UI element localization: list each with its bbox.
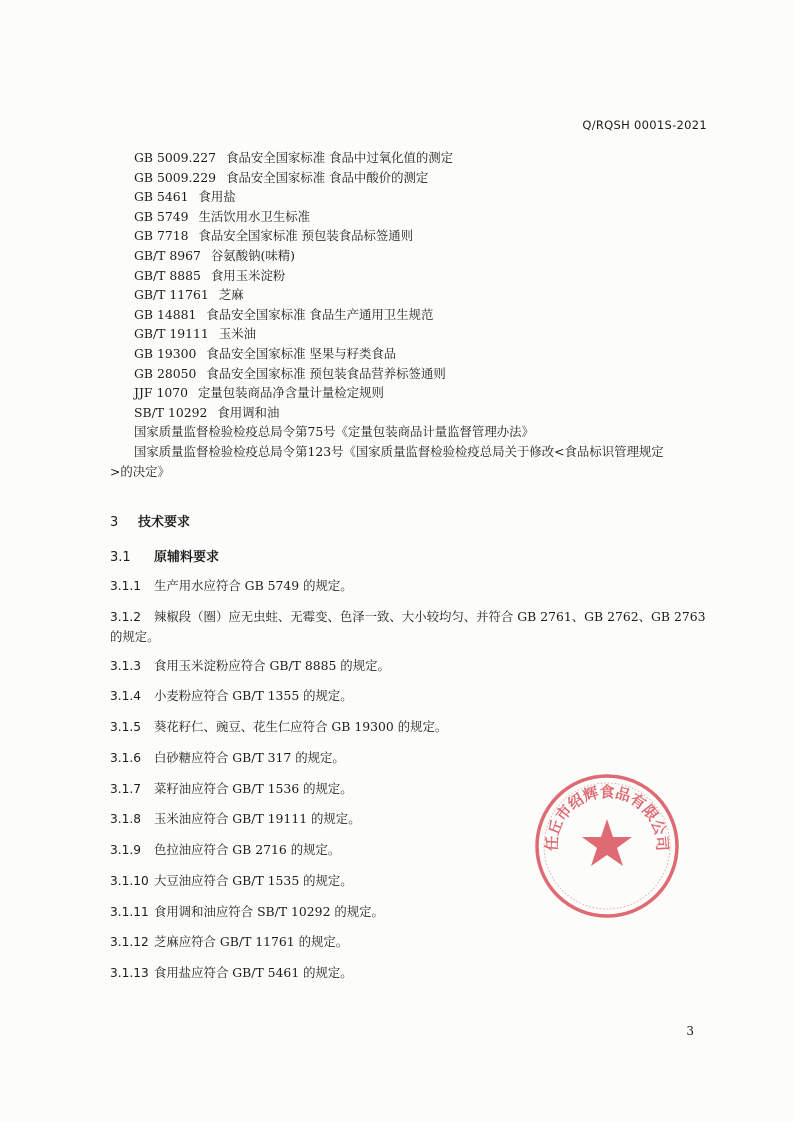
clause-number: 3.1.3 (110, 659, 142, 673)
clause-number: 3.1.2 (110, 610, 142, 624)
clause-text: 葵花籽仁、豌豆、花生仁应符合 GB 19300 的规定。 (154, 719, 448, 734)
reference-item (134, 226, 714, 246)
reference-title: 食品安全国家标准 预包装食品标签通则 (198, 228, 414, 244)
reference-code: GB 7718 (134, 228, 189, 244)
reference-title: 定量包装商品净含量计量检定规则 (198, 385, 384, 401)
section-title: 技术要求 (138, 515, 191, 530)
clause-text: 食用调和油应符合 SB/T 10292 的规定。 (154, 904, 384, 919)
clause-number: 3.1.6 (110, 751, 142, 765)
reference-title: 玉米油 (218, 326, 256, 342)
clause-item (110, 686, 710, 706)
reference-item (134, 285, 714, 305)
clause-item (110, 576, 710, 596)
reference-code: GB 14881 (134, 306, 197, 322)
clause-text: 菜籽油应符合 GB/T 1536 的规定。 (154, 781, 353, 796)
reference-code: GB 5009.229 (134, 169, 217, 185)
clause-number: 3.1.11 (110, 905, 149, 919)
reference-code: SB/T 10292 (134, 404, 208, 420)
clause-text-continued: 的规定。 (110, 629, 160, 644)
reference-item (134, 246, 714, 266)
clause-item (110, 717, 710, 737)
regulation-item (110, 442, 712, 481)
reference-title: 食用盐 (198, 189, 236, 205)
clause-text: 食用玉米淀粉应符合 GB/T 8885 的规定。 (154, 658, 390, 673)
reference-code: GB/T 8885 (134, 267, 201, 283)
clause-number: 3.1.8 (110, 812, 142, 826)
reference-title: 谷氨酸钠(味精) (210, 247, 295, 263)
regulation-text-continued: >的决定》 (110, 463, 170, 479)
reference-title: 食品安全国家标准 食品生产通用卫生规范 (206, 306, 434, 322)
clause-number: 3.1.10 (110, 874, 149, 888)
clause-text: 食用盐应符合 GB/T 5461 的规定。 (154, 965, 353, 980)
clause-number: 3.1.13 (110, 966, 149, 980)
reference-item (134, 187, 714, 207)
clause-number: 3.1.5 (110, 720, 142, 734)
reference-title: 食用调和油 (217, 404, 280, 420)
reference-code: GB 19300 (134, 345, 197, 361)
section-heading-3 (110, 511, 190, 530)
clause-text: 小麦粉应符合 GB/T 1355 的规定。 (154, 688, 353, 703)
reference-item (134, 207, 714, 227)
clause-text: 芝麻应符合 GB/T 11761 的规定。 (154, 934, 349, 949)
reference-item (134, 305, 714, 325)
reference-title: 食品安全国家标准 食品中酸价的测定 (226, 169, 429, 185)
regulation-text: 国家质量监督检验检疫总局令第123号《国家质量监督检验检疫总局关于修改<食品标识管理规定 (134, 443, 664, 459)
reference-code: GB 5749 (134, 208, 189, 224)
reference-item (134, 324, 714, 344)
clause-text: 白砂糖应符合 GB/T 317 的规定。 (154, 750, 345, 765)
reference-code: GB 28050 (134, 365, 197, 381)
reference-code: JJF 1070 (134, 385, 189, 401)
star-icon (582, 819, 632, 866)
reference-code: GB 5461 (134, 189, 189, 205)
clause-number: 3.1.7 (110, 782, 142, 796)
reference-code: GB/T 8967 (134, 247, 201, 263)
reference-item (134, 168, 714, 188)
company-seal (532, 771, 682, 921)
reference-item (134, 383, 714, 403)
clause-text: 色拉油应符合 GB 2716 的规定。 (154, 842, 341, 857)
normative-references-list (110, 148, 714, 481)
section-number: 3.1 (110, 550, 131, 565)
clause-number: 3.1.4 (110, 689, 142, 703)
clause-item (110, 932, 710, 952)
reference-title: 食品安全国家标准 坚果与籽类食品 (206, 345, 397, 361)
reference-title: 食用玉米淀粉 (210, 267, 286, 283)
reference-title: 食品安全国家标准 食品中过氧化值的测定 (226, 150, 454, 165)
reference-item (134, 266, 714, 286)
reference-item (134, 364, 714, 384)
document-code: Q/RQSH 0001S-2021 (582, 118, 707, 132)
section-heading-3-1 (110, 546, 219, 565)
clause-item (110, 748, 710, 768)
reference-code: GB 5009.227 (134, 150, 217, 165)
clause-number: 3.1.1 (110, 579, 142, 593)
clause-item (110, 607, 710, 647)
seal-text: 任丘市绍辉食品有限公司 (542, 783, 672, 852)
reference-title: 食品安全国家标准 预包装食品营养标签通则 (206, 365, 446, 381)
regulation-item: 国家质量监督检验检疫总局令第75号《定量包装商品计量监督管理办法》 (134, 424, 534, 440)
reference-item (134, 344, 714, 364)
reference-title: 芝麻 (218, 287, 244, 303)
reference-item (134, 403, 714, 423)
clause-item (110, 656, 710, 676)
clause-number: 3.1.9 (110, 843, 142, 857)
section-number: 3 (110, 515, 119, 530)
reference-item (134, 148, 714, 168)
reference-title: 生活饮用水卫生标准 (198, 208, 310, 224)
reference-code: GB/T 11761 (134, 287, 209, 303)
section-title: 原辅料要求 (154, 550, 220, 565)
reference-code: GB/T 19111 (134, 326, 209, 342)
clause-text: 玉米油应符合 GB/T 19111 的规定。 (154, 811, 361, 826)
clause-text: 生产用水应符合 GB 5749 的规定。 (154, 578, 353, 593)
page-number: 3 (686, 1024, 694, 1038)
clause-item (110, 963, 710, 983)
clause-number: 3.1.12 (110, 935, 149, 949)
clause-text: 大豆油应符合 GB/T 1535 的规定。 (154, 873, 353, 888)
clause-text: 辣椒段（圈）应无虫蛀、无霉变、色泽一致、大小较均匀、并符合 GB 2761、GB 2762、GB 2763 (154, 609, 706, 624)
